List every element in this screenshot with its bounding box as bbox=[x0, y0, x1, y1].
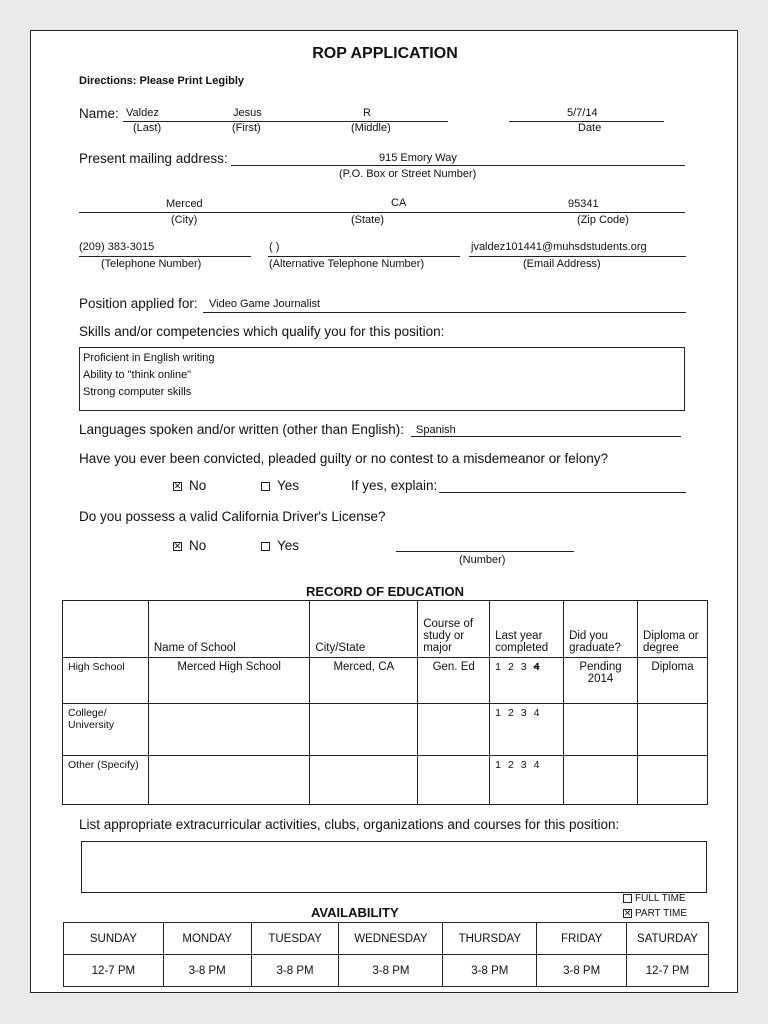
education-type: Other (Specify) bbox=[63, 756, 149, 805]
license-number-underline bbox=[396, 551, 574, 552]
name-label: Name: bbox=[79, 106, 119, 121]
education-header-graduate: Did you graduate? bbox=[564, 601, 638, 658]
alt-phone-underline bbox=[268, 256, 460, 257]
education-header-city: City/State bbox=[310, 601, 418, 658]
education-years[interactable] bbox=[490, 704, 564, 756]
middle-caption: (Middle) bbox=[351, 122, 391, 134]
skills-label: Skills and/or competencies which qualify you for this position: bbox=[79, 324, 445, 339]
education-diploma[interactable]: Diploma bbox=[638, 658, 708, 704]
education-header-last-year: Last year completed bbox=[490, 601, 564, 658]
year-3[interactable]: 3 bbox=[520, 661, 527, 673]
education-city[interactable]: Merced, CA bbox=[310, 658, 418, 704]
day-saturday: SATURDAY bbox=[627, 923, 709, 955]
part-time-checkbox[interactable] bbox=[623, 909, 632, 918]
day-wednesday: WEDNESDAY bbox=[339, 923, 443, 955]
education-heading: RECORD OF EDUCATION bbox=[306, 584, 464, 599]
year-1[interactable]: 1 bbox=[495, 707, 501, 719]
first-name-value[interactable]: Jesus bbox=[233, 107, 262, 119]
extracurricular-box[interactable] bbox=[81, 841, 707, 893]
education-school[interactable] bbox=[148, 704, 310, 756]
education-header-course: Course of study or major bbox=[418, 601, 490, 658]
street-underline bbox=[231, 165, 685, 166]
zip-value[interactable]: 95341 bbox=[568, 198, 599, 210]
conviction-no-option[interactable] bbox=[173, 478, 206, 493]
year-3[interactable]: 3 bbox=[520, 707, 527, 719]
date-value[interactable]: 5/7/14 bbox=[567, 107, 598, 119]
education-years[interactable] bbox=[490, 756, 564, 805]
full-time-option[interactable] bbox=[623, 893, 686, 904]
conviction-yes-checkbox[interactable] bbox=[261, 482, 270, 491]
hours-friday[interactable]: 3-8 PM bbox=[537, 955, 627, 987]
skills-line: Ability to "think online" bbox=[83, 369, 192, 381]
languages-value[interactable]: Spanish bbox=[416, 424, 456, 436]
email-value[interactable]: jvaldez101441@muhsdstudents.org bbox=[471, 241, 647, 253]
conviction-yes-label: Yes bbox=[277, 478, 300, 493]
table-row bbox=[63, 704, 708, 756]
license-no-option[interactable] bbox=[173, 538, 206, 553]
education-graduate[interactable] bbox=[564, 756, 638, 805]
alt-phone-caption: (Alternative Telephone Number) bbox=[269, 258, 425, 270]
education-years[interactable] bbox=[490, 658, 564, 704]
education-type: College/ University bbox=[63, 704, 149, 756]
hours-wednesday[interactable]: 3-8 PM bbox=[339, 955, 443, 987]
license-yes-checkbox[interactable] bbox=[261, 542, 270, 551]
education-diploma[interactable] bbox=[638, 704, 708, 756]
middle-name-value[interactable]: R bbox=[363, 107, 371, 119]
skills-box[interactable] bbox=[79, 347, 685, 411]
education-course[interactable] bbox=[418, 704, 490, 756]
conviction-yes-option[interactable] bbox=[261, 478, 299, 493]
conviction-no-label: No bbox=[189, 478, 207, 493]
year-3[interactable]: 3 bbox=[520, 759, 527, 771]
day-friday: FRIDAY bbox=[537, 923, 627, 955]
phone-underline bbox=[79, 256, 251, 257]
explain-label: If yes, explain: bbox=[351, 478, 438, 493]
hours-sunday[interactable]: 12-7 PM bbox=[64, 955, 164, 987]
license-number-caption: (Number) bbox=[459, 554, 506, 566]
hours-saturday[interactable]: 12-7 PM bbox=[627, 955, 709, 987]
position-value[interactable]: Video Game Journalist bbox=[209, 298, 321, 310]
email-caption: (Email Address) bbox=[523, 258, 601, 270]
education-header-type bbox=[63, 601, 149, 658]
languages-underline bbox=[411, 436, 681, 437]
day-sunday: SUNDAY bbox=[64, 923, 164, 955]
year-2[interactable]: 2 bbox=[507, 661, 514, 673]
extracurricular-label: List appropriate extracurricular activities, clubs, organizations and courses for this position: bbox=[79, 817, 620, 832]
education-city[interactable] bbox=[310, 704, 418, 756]
alt-phone-value[interactable]: ( ) bbox=[269, 241, 280, 253]
table-row bbox=[63, 756, 708, 805]
part-time-label: PART TIME bbox=[635, 908, 688, 919]
education-school[interactable]: Merced High School bbox=[148, 658, 310, 704]
year-4[interactable]: 4 bbox=[533, 759, 540, 771]
city-state-zip-underline bbox=[79, 212, 685, 213]
explain-underline bbox=[439, 492, 686, 493]
city-caption: (City) bbox=[171, 214, 198, 226]
day-monday: MONDAY bbox=[163, 923, 251, 955]
year-4-selected[interactable]: 4 bbox=[533, 661, 540, 673]
year-4[interactable]: 4 bbox=[533, 707, 540, 719]
skills-line: Proficient in English writing bbox=[83, 352, 215, 364]
education-header-school: Name of School bbox=[148, 601, 310, 658]
education-type: High School bbox=[63, 658, 149, 704]
position-label: Position applied for: bbox=[79, 296, 198, 311]
conviction-no-checkbox[interactable] bbox=[173, 482, 182, 491]
conviction-question: Have you ever been convicted, pleaded guilty or no contest to a misdemeanor or felony? bbox=[79, 451, 609, 466]
education-city[interactable] bbox=[310, 756, 418, 805]
full-time-label: FULL TIME bbox=[635, 893, 686, 904]
first-caption: (First) bbox=[232, 122, 261, 134]
hours-thursday[interactable]: 3-8 PM bbox=[443, 955, 537, 987]
position-underline bbox=[203, 312, 686, 313]
full-time-checkbox[interactable] bbox=[623, 894, 632, 903]
license-yes-label: Yes bbox=[277, 538, 300, 553]
year-1[interactable]: 1 bbox=[495, 759, 501, 771]
city-value[interactable]: Merced bbox=[166, 198, 203, 210]
phone-caption: (Telephone Number) bbox=[101, 258, 202, 270]
education-header-diploma: Diploma or degree bbox=[638, 601, 708, 658]
table-row bbox=[63, 658, 708, 704]
license-question: Do you possess a valid California Driver's License? bbox=[79, 509, 386, 524]
year-1[interactable]: 1 bbox=[495, 661, 501, 673]
email-underline bbox=[469, 256, 686, 257]
date-caption: Date bbox=[578, 122, 602, 134]
year-2[interactable]: 2 bbox=[507, 707, 514, 719]
skills-line: Strong computer skills bbox=[83, 386, 192, 398]
education-table bbox=[62, 600, 708, 805]
year-2[interactable]: 2 bbox=[507, 759, 514, 771]
phone-value[interactable]: (209) 383-3015 bbox=[79, 241, 155, 253]
street-caption: (P.O. Box or Street Number) bbox=[339, 168, 477, 180]
education-graduate[interactable] bbox=[564, 704, 638, 756]
hours-monday[interactable]: 3-8 PM bbox=[163, 955, 251, 987]
license-yes-option[interactable] bbox=[261, 538, 299, 553]
availability-table bbox=[63, 922, 709, 987]
education-course[interactable] bbox=[418, 756, 490, 805]
name-underline bbox=[123, 121, 448, 122]
education-school[interactable] bbox=[148, 756, 310, 805]
day-tuesday: TUESDAY bbox=[251, 923, 339, 955]
last-name-value[interactable]: Valdez bbox=[126, 107, 159, 119]
day-thursday: THURSDAY bbox=[443, 923, 537, 955]
education-diploma[interactable] bbox=[638, 756, 708, 805]
page-title: ROP APPLICATION bbox=[312, 45, 458, 62]
license-no-checkbox[interactable] bbox=[173, 542, 182, 551]
directions-text: Directions: Please Print Legibly bbox=[79, 75, 245, 87]
state-caption: (State) bbox=[351, 214, 385, 226]
hours-tuesday[interactable]: 3-8 PM bbox=[251, 955, 339, 987]
education-graduate[interactable]: Pending 2014 bbox=[564, 658, 638, 704]
street-value[interactable]: 915 Emory Way bbox=[379, 152, 457, 164]
application-page bbox=[30, 30, 738, 993]
state-value[interactable]: CA bbox=[391, 197, 407, 209]
education-course[interactable]: Gen. Ed bbox=[418, 658, 490, 704]
mailing-address-label: Present mailing address: bbox=[79, 151, 228, 166]
availability-heading: AVAILABILITY bbox=[311, 905, 399, 920]
license-no-label: No bbox=[189, 538, 207, 553]
languages-label: Languages spoken and/or written (other than English): bbox=[79, 422, 404, 437]
part-time-option[interactable] bbox=[623, 908, 687, 919]
zip-caption: (Zip Code) bbox=[577, 214, 629, 226]
last-caption: (Last) bbox=[133, 122, 162, 134]
